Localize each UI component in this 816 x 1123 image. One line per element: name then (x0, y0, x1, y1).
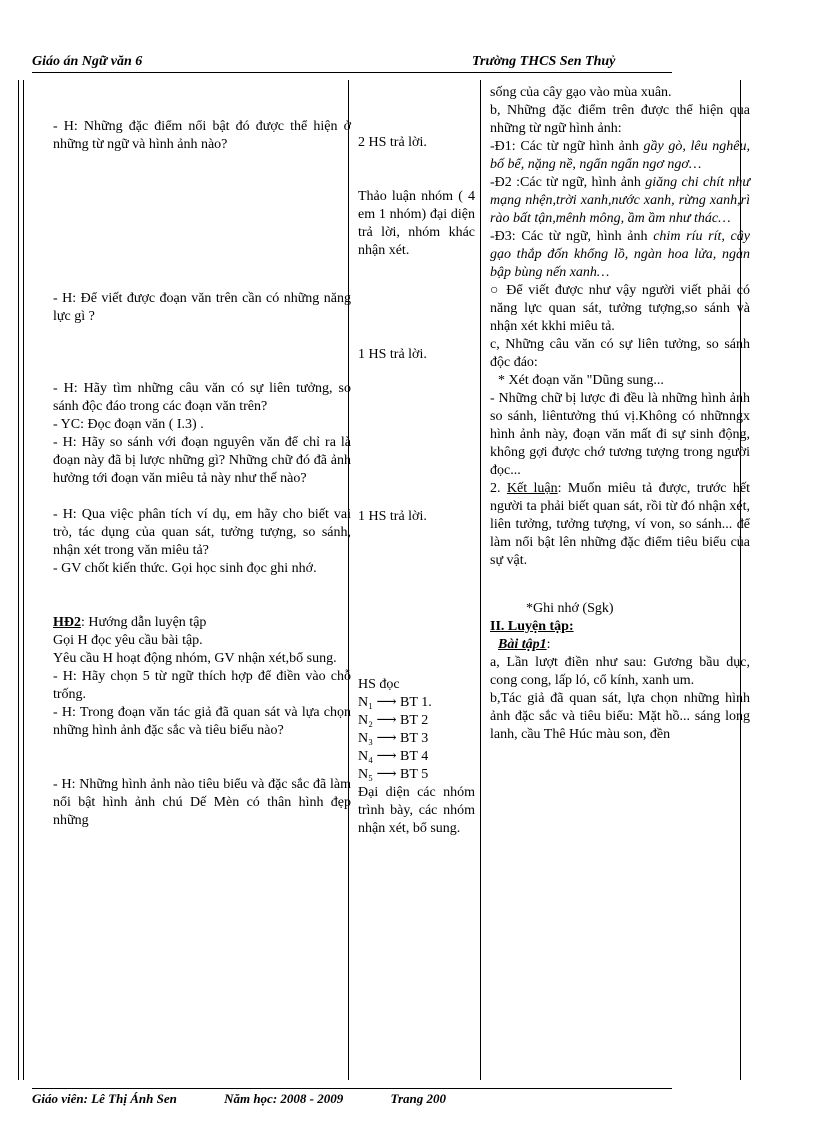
question-7: - H: Trong đoạn văn tác giả đã quan sát và lựa chọn những hình ảnh đặc sắc và tiêu biểu nào? (53, 705, 351, 738)
activity-2-title (53, 614, 351, 632)
table-border-left (18, 80, 19, 1080)
teacher-summary: - GV chốt kiến thức. Gọi học sinh đọc ghi nhớ. (53, 561, 317, 576)
exercise-1-title (490, 636, 750, 654)
footer-teacher: Giáo viên: Lê Thị Ánh Sen (32, 1091, 177, 1106)
content-omitted: - Những chữ bị lược đi đều là những hình ảnh so sánh, liêntưởng thú vị.Không có nhữnngx hình ảnh này, đoạn văn mất đi sự sinh động, không gợi được chớ tương tượng trong người đọc... (490, 391, 750, 478)
question-6: - H: Hãy chọn 5 từ ngữ thích hợp để điền vào chỗ trống. (53, 669, 351, 702)
instruction-exercise: Gọi H đọc yêu cầu bài tập. (53, 633, 203, 648)
group-1: N₁ ⟶ BT 1. (358, 695, 432, 710)
conclusion-text: : Muốn miêu tả được, trước hết người ta phải biết quan sát, rồi từ đó nhận xét, liên tưởng, tưởng tượng, ví von, so sánh... để làm nổi bật lên những đặc điểm tiêu biểu của sự vật. (490, 481, 751, 568)
exercise-1a: a, Lần lượt điền như sau: Gương bầu dục, cong cong, lấp ló, cổ kính, xanh um. (490, 655, 750, 688)
memo-note: *Ghi nhớ (Sgk) (526, 601, 614, 616)
d3-words: chim ríu rít, cây gạo thắp đốn khổng lồ, ngàn hoa lửa, ngàn bập bùng nến xanh… (490, 229, 750, 280)
question-2: - H: Để viết được đoạn văn trên cần có những năng lực gì ? (53, 291, 351, 324)
practice-heading: II. Luyện tập: (490, 619, 574, 634)
question-8: - H: Những hình ảnh nào tiêu biểu và đặc sắc đã làm nổi bật hình ảnh chú Dế Mèn có thân hình đẹp những (53, 777, 351, 828)
content-d3 (490, 228, 750, 282)
footer-year: Năm học: 2008 - 2009 (224, 1091, 344, 1106)
d2-words: giăng chi chít như mạng nhện,trời xanh,nước xanh, rừng xanh,rì rào bất tận,mênh mông, ầm ầm như thác… (490, 175, 751, 226)
group-2: N₂ ⟶ BT 2 (358, 713, 429, 728)
content-conclusion (490, 480, 750, 570)
page-header (32, 54, 672, 73)
group-3: N₃ ⟶ BT 3 (358, 731, 429, 746)
content-b: b, Những đặc điểm trên được thể hiện qua những từ ngữ hình ảnh: (490, 103, 750, 136)
instruction-read: - YC: Đọc đoạn văn ( I.3) . (53, 417, 204, 432)
student-read: HS đọc (358, 677, 400, 692)
exercise-1b: b,Tác giả đã quan sát, lựa chọn những hình ảnh đặc sắc và tiêu biểu: Mặt hồ... sáng long lanh, cầu Thê Húc màu son, đền (490, 691, 750, 742)
activity-2-label: HĐ2 (53, 615, 81, 630)
column-divider-2 (480, 80, 481, 1080)
page-footer (32, 1088, 672, 1107)
instruction-groups: Yêu cầu H hoạt động nhóm, GV nhận xét,bổ sung. (53, 651, 337, 666)
d2-label: -Đ2 :Các từ ngữ, hình ảnh (490, 175, 641, 190)
question-3: - H: Hãy tìm những câu văn có sự liên tưởng, so sánh độc đáo trong các đoạn văn trên? (53, 381, 351, 414)
group-5: N₅ ⟶ BT 5 (358, 767, 429, 782)
content-c: c, Những câu văn có sự liên tưởng, so sánh độc đáo: (490, 337, 750, 370)
footer-page: Trang 200 (390, 1091, 446, 1106)
content-line-1: sống của cây gạo vào mùa xuân. (490, 85, 672, 100)
group-discussion: Thảo luận nhóm ( 4 em 1 nhóm) đại diện trả lời, nhóm khác nhận xét. (358, 189, 475, 258)
header-school: Trường THCS Sen Thuỷ (472, 54, 616, 69)
content-d1 (490, 138, 750, 174)
table-border-left-inner (23, 80, 24, 1080)
question-4: - H: Hãy so sánh với đoạn nguyên văn để chỉ ra là đoạn này đã bị lược những gì? Những chữ đó đã ảnh hưởng tới đoạn văn miêu tả này như thế nào? (53, 435, 351, 486)
d1-words: gầy gò, lêu nghêu, bố bể, nặng nề, ngẩn ngẩn ngơ ngơ… (490, 139, 751, 172)
conclusion-number: 2. (490, 481, 507, 496)
group-present: Đại diện các nhóm trình bày, các nhóm nhận xét, bổ sung. (358, 785, 475, 836)
group-4: N₄ ⟶ BT 4 (358, 749, 429, 764)
content-d2 (490, 174, 750, 228)
d3-label: -Đ3: Các từ ngữ, hình ảnh (490, 229, 648, 244)
student-activity-column (358, 84, 475, 838)
lesson-content-column (490, 84, 750, 744)
header-subject: Giáo án Ngữ văn 6 (32, 54, 143, 69)
content-ability: ○ Để viết được như vậy người viết phải có năng lực quan sát, tưởng tượng,so sánh và nhận xét kkhi miêu tả. (490, 283, 750, 334)
student-answer-2: 1 HS trả lời. (358, 347, 427, 362)
conclusion-label: Kết luận (506, 481, 558, 496)
question-5: - H: Qua việc phân tích ví dụ, em hãy cho biết vai trò, tác dụng của quan sát, tưởng tượng, so sánh, nhận xét trong văn miêu tả? (53, 507, 351, 558)
d1-label: -Đ1: Các từ ngữ hình ảnh (490, 139, 639, 154)
student-answer-3: 1 HS trả lời. (358, 509, 427, 524)
activity-2-text: : Hướng dẫn luyện tập (81, 615, 207, 630)
content-example: * Xét đoạn văn "Dũng sung... (498, 373, 664, 388)
lesson-table (18, 80, 751, 1080)
exercise-1-colon: : (546, 637, 551, 652)
teacher-activity-column (53, 84, 351, 830)
question-1: - H: Những đặc điểm nổi bật đó được thể hiện ở những từ ngữ và hình ảnh nào? (53, 119, 351, 152)
exercise-1-label: Bài tập1 (498, 637, 547, 652)
student-answer-1: 2 HS trả lời. (358, 135, 427, 150)
